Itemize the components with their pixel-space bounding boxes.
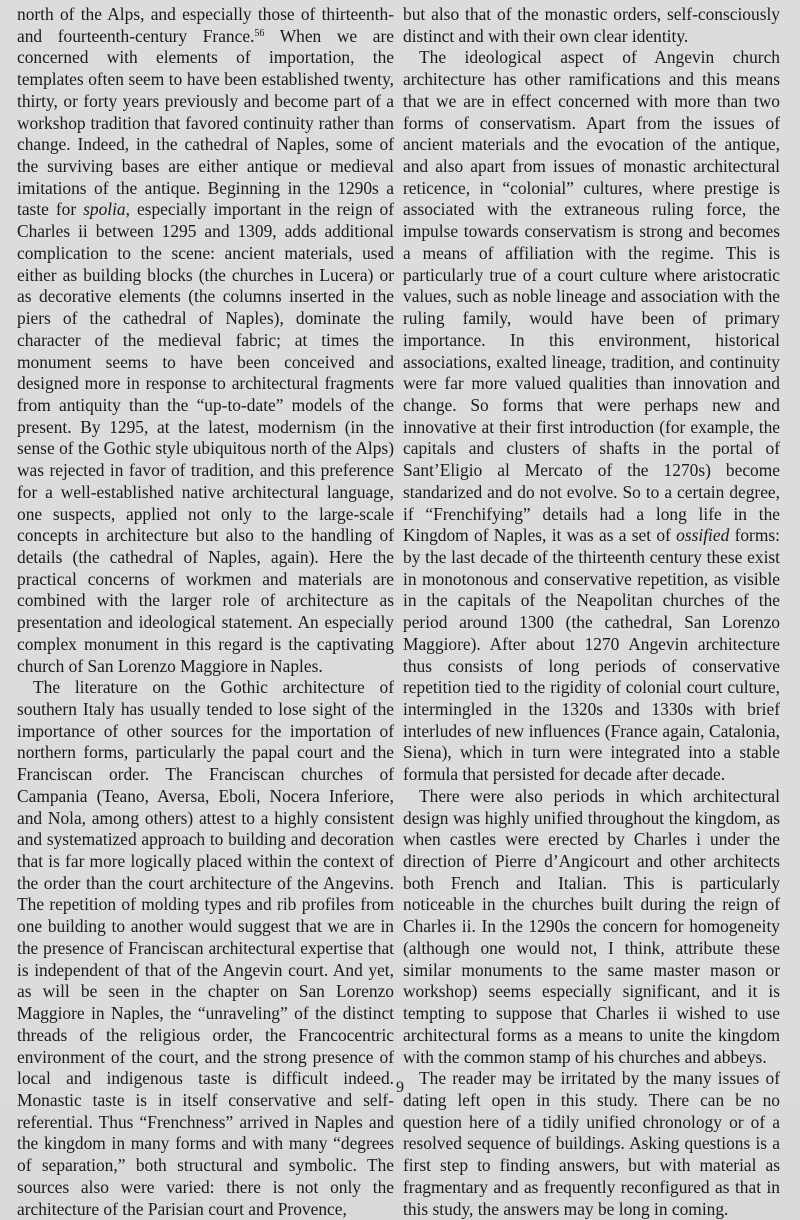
text-run: forms: by the last decade of the thirteenth century these exist in monotonous and conservative repetition, as visible in the capitals of the Neapolitan churches of the period around 1300 (the cathedral, San Lorenzo Maggiore). After about 1270 Angevin architecture thus consists of long periods of conservative repetition tied to the rigidity of colonial court culture, intermingled in the 1320s and 1330s with brief interludes of new influences (France again, Catalonia, Siena), which in turn were integrated into a stable formula that persisted for decade after decade. xyxy=(403,525,780,785)
italic-term: ossified xyxy=(676,525,730,546)
italic-term: spolia xyxy=(83,199,126,220)
text-run: , especially important in the reign of Charles ii between 1295 and 1309, adds additional complication to the scene: ancient materials, used either as building blocks (the churches in Lucera) or as decorative elements (the columns inserted in the piers of the cathedral of Naples), dominate the character of the medieval fabric; at times the monument seems to have been conceived and designed more in response to architectural fragments from antiquity than the “up-to-date” models of the present. By 1295, at the latest, modernism (in the sense of the Gothic style ubiquitous north of the Alps) was rejected in favor of tradition, and this preference for a well-established native architectural language, one suspects, applied not only to the large-scale concepts in architecture but also to the handling of details (the cathedral of Naples, again). Here the practical concerns of workmen and materials are combined with the larger role of architecture as presentation and ideological statement. An especially complex monument in this regard is the captivating church of San Lorenzo Maggiore in Naples. xyxy=(17,199,394,676)
right-column xyxy=(403,4,780,1220)
paragraph: The reader may be irritated by the many issues of dating left open in this study. There can be no question here of a tidily unified chronology or of a resolved sequence of buildings. Asking questions is a first step to finding answers, but with material as fragmentary and as frequently reconfigured as that in this study, the answers may be long in coming. xyxy=(403,1068,780,1219)
text-run: north of the Alps, and especially those of thirteenth- and fourteenth-century France. xyxy=(17,4,394,46)
text-run: The ideological aspect of Angevin church architecture has other ramifications and this means that we are in effect concerned with more than two forms of conservatism. Apart from the issues of ancient materials and the evocation of the antique, and also apart from issues of monastic architectural reticence, in “colonial” cultures, where prestige is associated with the extraneous ruling force, the impulse towards conservatism is strong and becomes a means of affiliation with the regime. This is particularly true of a court culture where aristocratic values, such as noble lineage and association with the ruling family, would have been of primary importance. In this environment, historical associations, exalted lineage, tradition, and continuity were far more valued qualities than innovation and change. So forms that were perhaps new and innovative at their first introduction (for example, the capitals and clusters of shafts in the portal of Sant’Eligio al Mercato of the 1270s) become standarized and do not evolve. So to a certain degree, if “Frenchifying” details had a long life in the Kingdom of Naples, it was as a set of xyxy=(403,47,780,546)
page-number: 9 xyxy=(396,1079,404,1096)
paragraph xyxy=(403,47,780,785)
footnote-reference: 56 xyxy=(254,27,265,39)
paragraph xyxy=(17,4,394,677)
text-run: When we are concerned with elements of importation, the templates often seem to have been established twenty, thirty, or forty years previously and become part of a workshop tradition that favored continuity rather than change. Indeed, in the cathedral of Naples, some of the surviving bases are either antique or medieval imitations of the antique. Beginning in the 1290s a taste for xyxy=(17,25,394,220)
left-column xyxy=(17,4,394,1220)
paragraph: The literature on the Gothic architecture of southern Italy has usually tended to lose sight of the importance of other sources for the importation of northern forms, particularly the papal court and the Franciscan order. The Franciscan churches of Campania (Teano, Aversa, Eboli, Nocera Inferiore, and Nola, among others) attest to a highly consistent and systematized approach to building and decoration that is far more logically placed within the context of the order than the court architecture of the Angevins. The repetition of molding types and rib profiles from one building to another would suggest that we are in the presence of Franciscan architectural expertise that is independent of that of the Angevin court. And yet, as will be seen in the chapter on San Lorenzo Maggiore in Naples, the “unraveling” of the distinct threads of the religious order, the Francocentric environment of the court, and the strong presence of local and indigenous taste is difficult indeed. Monastic taste is in itself conservative and self-referential. Thus “Frenchness” arrived in Naples and the kingdom in many forms and with many “degrees of separation,” both structural and symbolic. The sources also were varied: there is not only the architecture of the Parisian court and Provence, xyxy=(17,677,394,1219)
paragraph: but also that of the monastic orders, self-consciously distinct and with their own clear identity. xyxy=(403,4,780,46)
paragraph: There were also periods in which architectural design was highly unified throughout the kingdom, as when castles were erected by Charles i under the direction of Pierre d’Angicourt and other architects both French and Italian. This is particularly noticeable in the churches built during the reign of Charles ii. In the 1290s the concern for homogeneity (although one would not, I think, attribute these similar monuments to the same master mason or workshop) seems especially significant, and it is tempting to suppose that Charles ii wished to use architectural forms as a means to unite the kingdom with the common stamp of his churches and abbeys. xyxy=(403,785,780,1067)
